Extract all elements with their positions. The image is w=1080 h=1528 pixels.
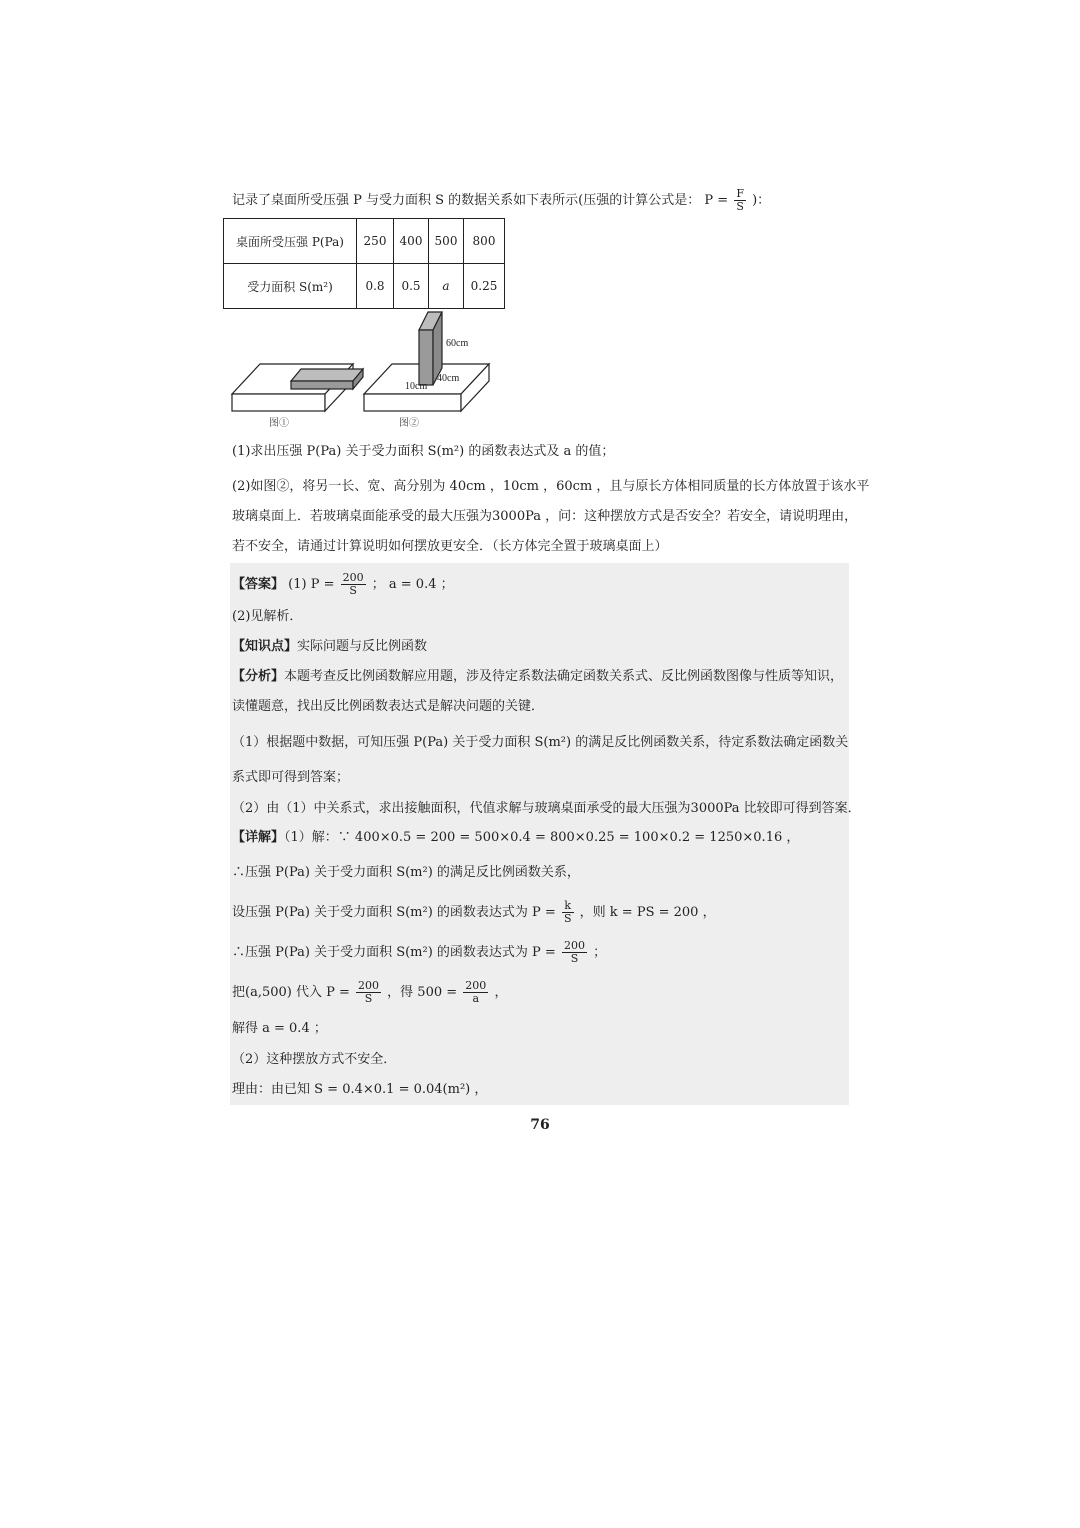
table-cell: 500 xyxy=(429,219,464,264)
table-row xyxy=(224,219,505,264)
knowledge-text: 实际问题与反比例函数 xyxy=(297,639,428,654)
fraction-numerator: 200 xyxy=(563,939,585,952)
detail-text-1: （1）解：∵ 400×0.5 = 200 = 500×0.4 = 800×0.25 = 100×0.2 = 1250×0.16 ， xyxy=(284,830,800,845)
table-cell: 400 xyxy=(394,219,429,264)
figure-1-table xyxy=(232,364,363,411)
intro-formula-lhs: P = xyxy=(704,193,729,208)
detail-line4-suffix: ； xyxy=(593,945,607,960)
question-2-line-3: 若不安全，请通过计算说明如何摆放更安全．（长方体完全置于玻璃桌面上） xyxy=(232,539,668,554)
detail-line-6: 解得 a = 0.4 ； xyxy=(232,1021,327,1036)
table-row xyxy=(224,264,505,309)
detail-line-8: 理由：由已知 S = 0.4×0.1 = 0.04(m²) ， xyxy=(232,1082,488,1097)
analysis-line-2: 读懂题意，找出反比例函数表达式是解决问题的关键． xyxy=(232,699,545,714)
analysis-line-5: （2）由（1）中关系式，求出接触面积，代值求解与玻璃桌面承受的最大压强为3000Pa 比较即可得到答案． xyxy=(232,801,861,816)
figure-boxes xyxy=(225,308,505,432)
question-2-line-2: 玻璃桌面上．若玻璃桌面能承受的最大压强为3000Pa ，问：这种摆放方式是否安全？若安全，请说明理由， xyxy=(232,509,858,524)
analysis-tag: 【分析】 xyxy=(232,669,285,684)
intro-text: 记录了桌面所受压强 P 与受力面积 S 的数据关系如下表所示(压强的计算公式是： xyxy=(232,193,701,208)
intro-formula-numerator: F xyxy=(736,187,744,200)
detail-line4-prefix: ∴压强 P(Pa) 关于受力面积 S(m²) 的函数表达式为 P = xyxy=(232,945,556,960)
analysis-line-4: 系式即可得到答案； xyxy=(232,770,350,785)
table-row2-label: 受力面积 S(m²) xyxy=(224,264,357,309)
page-number: 76 xyxy=(530,1117,550,1133)
analysis-line-3: （1）根据题中数据，可知压强 P(Pa) 关于受力面积 S(m²) 的满足反比例函数关系，待定系数法确定函数关 xyxy=(232,735,849,750)
intro-formula-fraction xyxy=(734,188,746,213)
detail-line-2: ∴压强 P(Pa) 关于受力面积 S(m²) 的满足反比例函数关系， xyxy=(232,865,580,880)
answer-tag: 【答案】 xyxy=(232,577,285,592)
answer-part2: (2)见解析． xyxy=(232,609,303,624)
dim-10-label: 10cm xyxy=(405,381,428,392)
detail-line-1 xyxy=(232,829,799,847)
table-row1-label: 桌面所受压强 P(Pa) xyxy=(224,219,357,264)
knowledge-line xyxy=(232,638,427,656)
figure-2-table xyxy=(364,312,489,411)
table-cell: 0.5 xyxy=(394,264,429,309)
detail-line-7: （2）这种摆放方式不安全． xyxy=(232,1052,397,1067)
fraction-denominator: S xyxy=(570,952,579,965)
analysis-line-1 xyxy=(232,668,843,686)
detail-line3-prefix: 设压强 P(Pa) 关于受力面积 S(m²) 的函数表达式为 P = xyxy=(232,905,556,920)
fraction-numerator: 200 xyxy=(465,979,487,992)
detail-line-3 xyxy=(232,900,716,925)
knowledge-tag: 【知识点】 xyxy=(232,639,298,654)
detail-line-4 xyxy=(232,940,606,965)
detail-line4-fraction xyxy=(562,940,587,965)
answer-fraction xyxy=(341,572,366,597)
detail-line5-mid: ，得 500 = xyxy=(387,985,458,1000)
figure-2-label: 图② xyxy=(399,418,419,429)
intro-tail: )： xyxy=(752,193,771,208)
pressure-area-table xyxy=(223,218,505,309)
analysis-text-1: 本题考查反比例函数解应用题，涉及待定系数法确定函数关系式、反比例函数图像与性质等知识， xyxy=(284,669,844,684)
detail-line5-fraction-2 xyxy=(463,980,488,1005)
detail-line5-prefix: 把(a,500) 代入 P = xyxy=(232,985,350,1000)
fraction-denominator: S xyxy=(364,992,373,1005)
detail-tag: 【详解】 xyxy=(232,830,285,845)
figure-1-label: 图① xyxy=(269,418,289,429)
detail-line3-suffix: ，则 k = PS = 200 ， xyxy=(579,905,716,920)
answer-fraction-numerator: 200 xyxy=(342,571,364,584)
answer-line xyxy=(232,572,454,597)
answer-part1-prefix: (1) P = xyxy=(288,577,335,592)
detail-line5-fraction-1 xyxy=(356,980,381,1005)
table-cell: 800 xyxy=(464,219,505,264)
detail-line5-suffix: ， xyxy=(494,985,508,1000)
dim-60-label: 60cm xyxy=(446,338,469,349)
detail-line3-fraction xyxy=(562,900,574,925)
intro-line xyxy=(232,188,770,213)
dim-40-label: 40cm xyxy=(437,373,460,384)
question-2-line-1: (2)如图②，将另一长、宽、高分别为 40cm ，10cm ，60cm ，且与原长方体相同质量的长方体放置于该水平 xyxy=(232,479,870,494)
table-cell: 0.8 xyxy=(357,264,394,309)
table-cell: 250 xyxy=(357,219,394,264)
intro-formula-denominator: S xyxy=(736,200,744,213)
fraction-denominator: a xyxy=(472,992,480,1005)
answer-fraction-denominator: S xyxy=(349,584,357,597)
fraction-numerator: k xyxy=(562,900,574,913)
table-cell: 0.25 xyxy=(464,264,505,309)
table-cell: a xyxy=(429,264,464,309)
detail-line-5 xyxy=(232,980,507,1005)
fraction-denominator: S xyxy=(563,912,572,925)
question-1: (1)求出压强 P(Pa) 关于受力面积 S(m²) 的函数表达式及 a 的值； xyxy=(232,444,615,459)
answer-part1-suffix: ； a = 0.4 ； xyxy=(371,577,454,592)
fraction-numerator: 200 xyxy=(358,979,380,992)
